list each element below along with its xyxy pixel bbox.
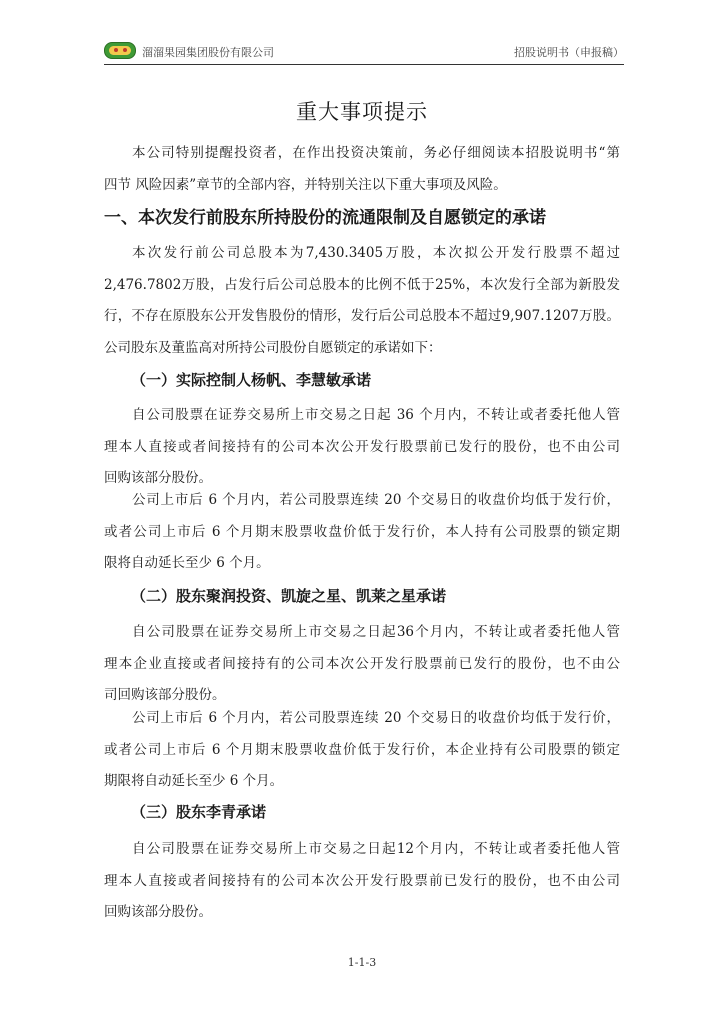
text-line: 或者公司上市后 6 个月期末股票收盘价低于发行价，本企业持有公司股票的锁定 (104, 741, 620, 758)
text-line: 2,476.7802万股，占发行后公司总股本的比例不低于25%，本次发行全部为新股发 (104, 276, 620, 293)
section-body-paragraph (104, 238, 620, 364)
subsection-heading: （三）股东李青承诺 (131, 803, 267, 821)
subsection-paragraph (104, 834, 620, 929)
header-company-name: 溜溜果园集团股份有限公司 (142, 46, 274, 59)
text-line: 行，不存在原股东公开发售股份的情形，发行后公司总股本不超过9,907.1207万股。 (104, 308, 620, 324)
text-line: 回购该部分股份。 (104, 470, 212, 486)
section-heading: 一、本次发行前股东所持股份的流通限制及自愿锁定的承诺 (104, 208, 546, 228)
page-header (104, 40, 624, 65)
page-number: 1-1-3 (347, 956, 377, 969)
subsection-paragraph (104, 485, 620, 580)
text-line: 自公司股票在证券交易所上市交易之日起36个月内，不转让或者委托他人管 (132, 624, 620, 640)
text-line: 理本人直接或者间接持有的公司本次公开发行股票前已发行的股份，也不由公司 (104, 872, 620, 889)
text-line: 自公司股票在证券交易所上市交易之日起 36 个月内，不转让或者委托他人管 (132, 407, 620, 423)
company-logo (104, 42, 136, 59)
text-line: 本公司特别提醒投资者，在作出投资决策前，务必仔细阅读本招股说明书“第 (132, 145, 620, 161)
text-line: 期限将自动延长至少 6 个月。 (104, 773, 284, 789)
page-title: 重大事项提示 (296, 100, 428, 124)
subsection-heading: （一）实际控制人杨帆、李慧敏承诺 (131, 371, 372, 389)
subsection-paragraph (104, 703, 620, 798)
subsection-paragraph (104, 400, 620, 495)
subsection-paragraph (104, 617, 620, 712)
intro-paragraph (104, 138, 620, 201)
text-line: 或者公司上市后 6 个月期末股票收盘价低于发行价，本人持有公司股票的锁定期 (104, 523, 620, 540)
text-line: 回购该部分股份。 (104, 904, 212, 920)
subsection-heading: （二）股东聚润投资、凯旋之星、凯莱之星承诺 (131, 587, 447, 605)
text-line: 司回购该部分股份。 (104, 687, 226, 703)
text-line: 理本企业直接或者间接持有的公司本次公开发行股票前已发行的股份，也不由公 (104, 655, 620, 672)
text-line: 理本人直接或者间接持有的公司本次公开发行股票前已发行的股份，也不由公司 (104, 438, 620, 455)
text-line: 本次发行前公司总股本为7,430.3405万股，本次拟公开发行股票不超过 (132, 245, 620, 261)
header-document-type: 招股说明书（申报稿） (514, 46, 624, 59)
text-line: 公司股东及董监高对所持公司股份自愿锁定的承诺如下： (104, 339, 442, 356)
text-line: 四节 风险因素”章节的全部内容，并特别关注以下重大事项及风险。 (104, 176, 507, 193)
text-line: 公司上市后 6 个月内，若公司股票连续 20 个交易日的收盘价均低于发行价， (132, 710, 620, 726)
text-line: 公司上市后 6 个月内，若公司股票连续 20 个交易日的收盘价均低于发行价， (132, 492, 620, 508)
text-line: 限将自动延长至少 6 个月。 (104, 555, 270, 571)
text-line: 自公司股票在证券交易所上市交易之日起12个月内，不转让或者委托他人管 (132, 841, 620, 857)
